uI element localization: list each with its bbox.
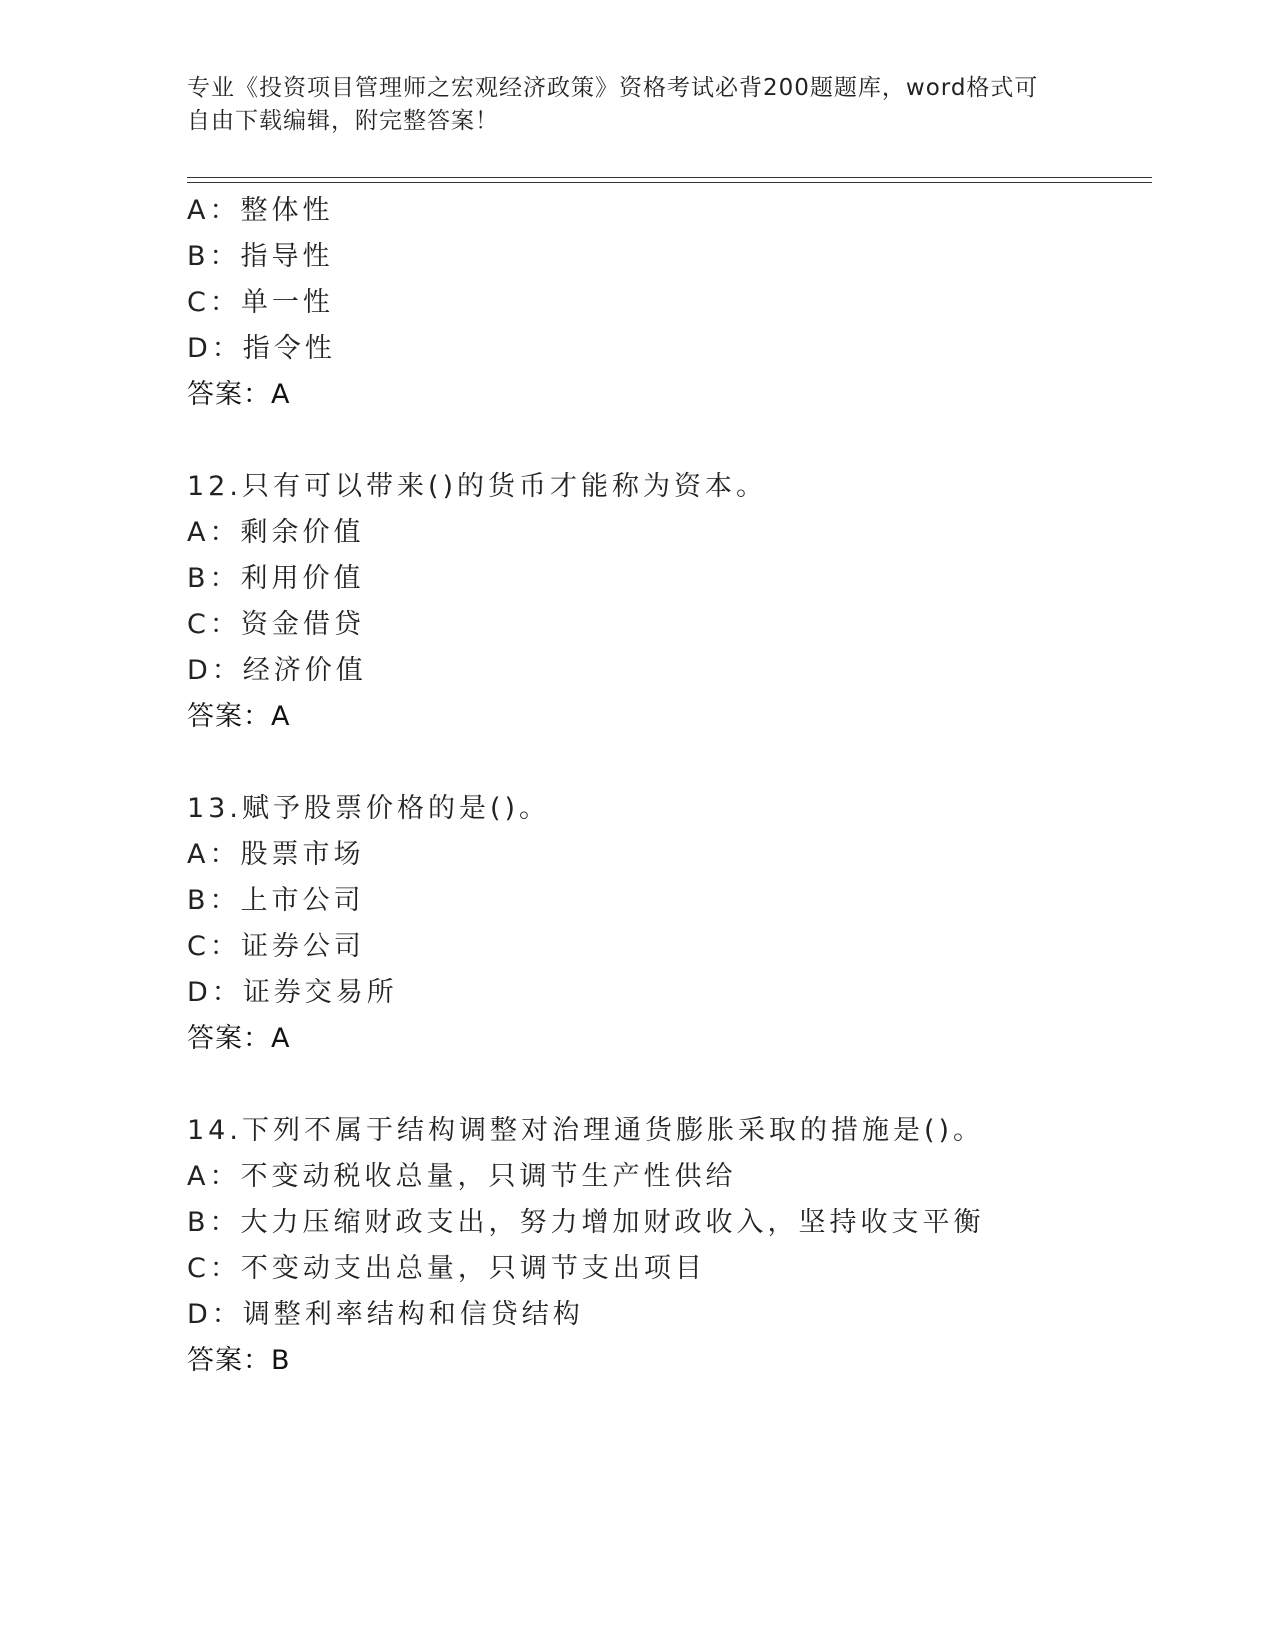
question-13 — [187, 786, 1187, 1062]
option-c: C：不变动支出总量，只调节支出项目 — [187, 1253, 706, 1284]
question-14 — [187, 1108, 1187, 1384]
option-a: A：剩余价值 — [187, 517, 365, 548]
option-d: D：证券交易所 — [187, 977, 398, 1008]
option-a: A：整体性 — [187, 195, 334, 226]
option-b: B：利用价值 — [187, 563, 365, 594]
option-c: C：证券公司 — [187, 931, 365, 962]
question-text: 12.只有可以带来()的货币才能称为资本。 — [187, 471, 768, 502]
answer: 答案：A — [187, 379, 291, 410]
question-list — [187, 188, 1187, 1384]
spacer — [187, 1062, 1187, 1108]
header-divider-top — [187, 177, 1152, 178]
document-header — [187, 72, 1087, 138]
option-d: D：调整利率结构和信贷结构 — [187, 1299, 584, 1330]
question-11 — [187, 188, 1187, 418]
option-b: B：大力压缩财政支出，努力增加财政收入，坚持收支平衡 — [187, 1207, 985, 1238]
option-c: C：单一性 — [187, 287, 334, 318]
option-d: D：经济价值 — [187, 655, 367, 686]
spacer — [187, 740, 1187, 786]
spacer — [187, 418, 1187, 464]
option-b: B：指导性 — [187, 241, 334, 272]
question-12 — [187, 464, 1187, 740]
option-d: D：指令性 — [187, 333, 336, 364]
question-text: 14.下列不属于结构调整对治理通货膨胀采取的措施是()。 — [187, 1115, 985, 1146]
header-divider-bottom — [187, 182, 1152, 183]
option-a: A：股票市场 — [187, 839, 365, 870]
answer: 答案：A — [187, 701, 291, 732]
answer: 答案：A — [187, 1023, 291, 1054]
option-a: A：不变动税收总量，只调节生产性供给 — [187, 1161, 737, 1192]
header-line-2: 自由下载编辑，附完整答案！ — [187, 108, 499, 134]
option-c: C：资金借贷 — [187, 609, 365, 640]
question-text: 13.赋予股票价格的是()。 — [187, 793, 551, 824]
header-line-1: 专业《投资项目管理师之宏观经济政策》资格考试必背200题题库，word格式可 — [187, 75, 1039, 101]
option-b: B：上市公司 — [187, 885, 365, 916]
answer: 答案：B — [187, 1345, 291, 1376]
